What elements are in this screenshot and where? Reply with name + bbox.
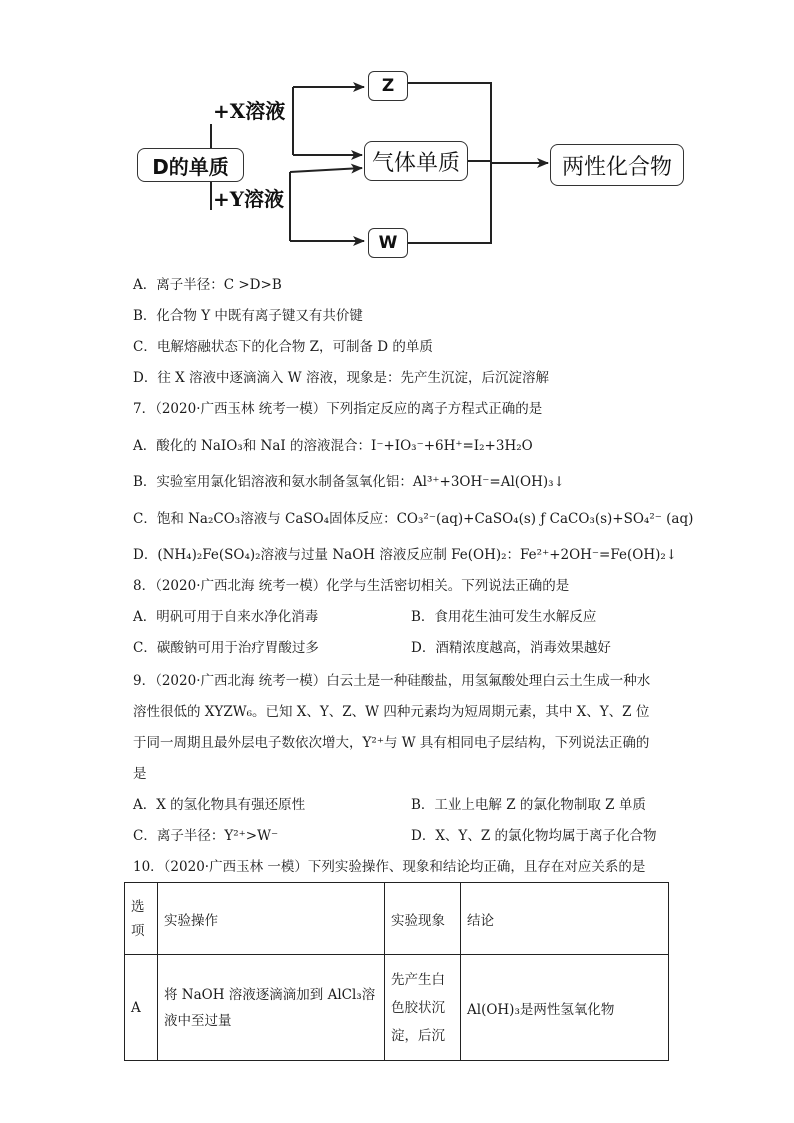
q9-option-a: A．X 的氢化物具有强还原性: [133, 797, 306, 813]
x-solution-label: +X溶液: [213, 99, 286, 123]
reaction-diagram: [0, 0, 794, 270]
y-solution-label: +Y溶液: [213, 187, 285, 211]
q9-option-c: C．离子半径：Y²⁺>W⁻: [133, 828, 279, 844]
q9-stem-line-1: 9．（2020·广西北海 统考一模）白云土是一种硅酸盐，用氢氟酸处理白云土生成一种水: [133, 673, 651, 689]
q8-option-d: D．酒精浓度越高，消毒效果越好: [411, 640, 611, 656]
gas-element-box: 气体单质: [364, 141, 468, 181]
q9-row-2: [133, 827, 693, 845]
q9-option-b: B．工业上电解 Z 的氯化物制取 Z 单质: [411, 797, 646, 813]
q9-stem-line-2: 溶性很低的 XYZW₆。已知 X、Y、Z、W 四种元素均为短周期元素，其中 X、Y、Z 位: [133, 704, 650, 720]
q9-stem-line-4: 是: [133, 766, 147, 782]
amphoteric-compound-box: 两性化合物: [550, 144, 684, 186]
q6-option-c: C．电解熔融状态下的化合物 Z，可制备 D 的单质: [133, 339, 433, 355]
q9-row-1: [133, 796, 693, 814]
experiment-table: [124, 882, 669, 1061]
q7-option-c: C．饱和 Na₂CO₃溶液与 CaSO₄固体反应：CO₃²⁻(aq)+CaSO₄(s) ƒ CaCO₃(s)+SO₄²⁻ (aq): [133, 511, 694, 527]
d-element-box: D的单质: [137, 148, 244, 182]
w-box: W: [368, 228, 408, 258]
q8-row-2: [133, 639, 693, 657]
q7-option-a: A．酸化的 NaIO₃和 NaI 的溶液混合：I⁻+IO₃⁻+6H⁺=I₂+3H₂O: [133, 438, 533, 454]
row-conclusion: Al(OH)₃是两性氢氧化物: [461, 955, 669, 1061]
row-phenomenon: 先产生白色胶状沉淀，后沉: [385, 955, 461, 1061]
header-operation: 实验操作: [158, 883, 385, 955]
row-operation: 将 NaOH 溶液逐滴滴加到 AlCl₃溶液中至过量: [158, 955, 385, 1061]
q8-option-c: C．碳酸钠可用于治疗胃酸过多: [133, 640, 319, 656]
q7-stem: 7．（2020·广西玉林 统考一模）下列指定反应的离子方程式正确的是: [133, 401, 543, 417]
q8-row-1: [133, 608, 693, 626]
q6-option-a: A．离子半径：C >D>B: [133, 277, 282, 293]
row-option: A: [125, 955, 158, 1061]
q8-option-a: A．明矾可用于自来水净化消毒: [133, 609, 319, 625]
arrow-y-to-gas: [290, 168, 362, 172]
table-row: [125, 955, 669, 1061]
q7-option-b: B．实验室用氯化铝溶液和氨水制备氢氧化铝：Al³⁺+3OH⁻=Al(OH)₃↓: [133, 474, 565, 490]
q6-option-d: D．往 X 溶液中逐滴滴入 W 溶液，现象是：先产生沉淀，后沉淀溶解: [133, 370, 549, 386]
header-conclusion: 结论: [461, 883, 669, 955]
z-box: Z: [368, 71, 408, 101]
q8-stem: 8．（2020·广西北海 统考一模）化学与生活密切相关。下列说法正确的是: [133, 578, 570, 594]
q8-option-b: B．食用花生油可发生水解反应: [411, 609, 597, 625]
header-phenomenon: 实验现象: [385, 883, 461, 955]
q7-option-d: D．(NH₄)₂Fe(SO₄)₂溶液与过量 NaOH 溶液反应制 Fe(OH)₂：Fe²⁺+2OH⁻=Fe(OH)₂↓: [133, 547, 678, 563]
q6-option-b: B．化合物 Y 中既有离子键又有共价键: [133, 308, 363, 324]
header-option: 选项: [125, 883, 158, 955]
q9-stem-line-3: 于同一周期且最外层电子数依次增大，Y²⁺与 W 具有相同电子层结构，下列说法正确的: [133, 735, 650, 751]
q9-option-d: D．X、Y、Z 的氯化物均属于离子化合物: [411, 828, 657, 844]
table-header-row: [125, 883, 669, 955]
q10-stem: 10．（2020·广西玉林 一模）下列实验操作、现象和结论均正确，且存在对应关系的是: [133, 859, 646, 875]
